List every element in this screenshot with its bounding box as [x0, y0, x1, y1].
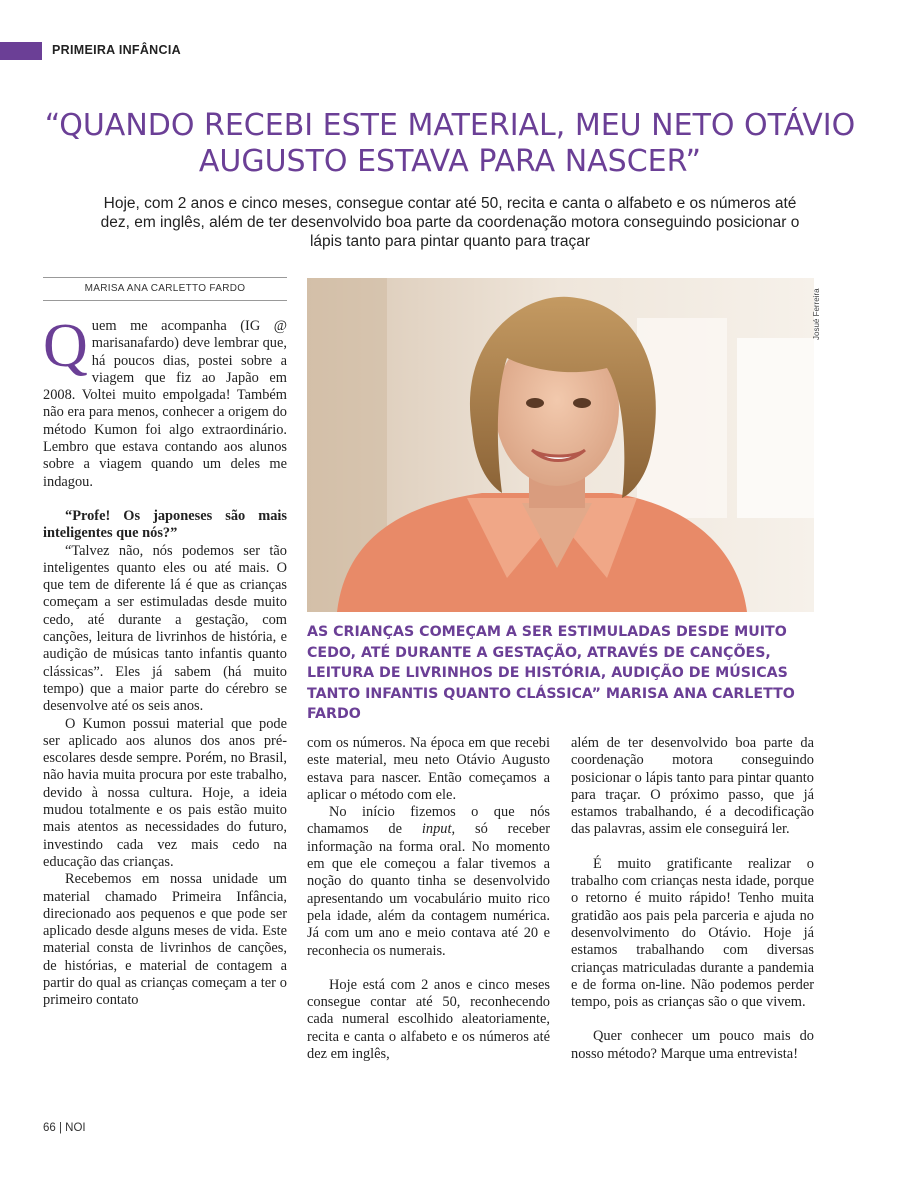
drop-cap: Q — [43, 312, 88, 380]
author-rule-top — [43, 277, 287, 278]
article-paragraph: além de ter desenvolvido boa parte da coordenação motora conseguindo posicionar o lápis tanto para pintar quanto para traçar. O próximo passo, que já estamos trabalhando, é a decodificação das palavras, assim ele conseguirá ler. — [571, 735, 814, 838]
article-paragraph — [43, 312, 287, 491]
paragraph-text: , só receber informação na forma oral. No momento em que ele começou a falar tivemos a noção do quanto tinha se desenvolvido apresentando um vocabulário muito rico pela idade, além da contagem numérica. Já com um ano e meio contava até 20 e reconhecia os numerais. — [307, 821, 550, 959]
photo-credit-text: Josué Ferreira — [812, 288, 821, 340]
quote-question: “Profe! Os japoneses são mais inteligentes que nós?” — [43, 507, 287, 542]
photo-caption: AS CRIANÇAS COMEÇAM A SER ESTIMULADAS DESDE MUITO CEDO, ATÉ DURANTE A GESTAÇÃO, ATRAVÉS DE CANÇÕES, LEITURA DE LIVRINHOS DE HISTÓRIA, AUDIÇÃO DE MÚSICAS TANTO INFANTIS QUANTO CLÁSSICA” MARISA ANA CARLETTO FARDO — [307, 624, 795, 723]
article-paragraph: “Talvez não, nós podemos ser tão inteligentes quanto eles ou até mais. O que tem de diferente lá é que as crianças começam a ser estimuladas desde muito cedo, até durante a gestação, com canções, leitura de livrinhos de história, e audição de músicas tanto infantis quanto clássicas”. Eles já sabem (há muito tempo) que a maior parte do cérebro se desenvolve até os seis anos. — [43, 542, 287, 715]
article-column-1 — [43, 312, 287, 1010]
paragraph-text: No início fizemos o que nós chamamos de — [307, 804, 550, 838]
article-paragraph — [307, 804, 550, 960]
photo-credit — [812, 282, 824, 342]
author-rule-bottom — [43, 300, 287, 301]
italic-term: input — [421, 821, 452, 838]
portrait-illustration — [307, 278, 814, 612]
article-paragraph: Hoje está com 2 anos e cinco meses consegue contar até 50, reconhecendo cada numeral escolhido aleatoriamente, recita e canta o alfabeto e os números até dez em inglês, — [307, 976, 550, 1063]
page-footer: 66 | NOI — [43, 1122, 86, 1134]
section-label: PRIMEIRA INFÂNCIA — [52, 43, 181, 57]
article-paragraph: É muito gratificante realizar o trabalho com crianças nesta idade, porque o retorno é muito rápido! Tenho muita gratidão aos pais pela parceria e ajuda no desenvolvimento do Otávio. Hoje já estamos trabalhando com diversas crianças matriculadas durante a pandemia e de forma on-line. Não podemos perder tempo, pois as crianças são o que vivem. — [571, 855, 814, 1011]
portrait-photo — [307, 278, 814, 612]
section-color-bar — [0, 42, 42, 60]
paragraph-text: uem me acompanha (IG @ marisanafardo) deve lembrar que, há poucos dias, postei sobre a viagem que fiz ao Japão em 2008. Voltei muito empolgada! Também não era para menos, conhecer a origem do método Kumon foi algo extraordinário. Lembro que estava contando aos alunos sobre a viagem quando um deles me indagou. — [43, 318, 287, 490]
article-paragraph: com os números. Na época em que recebi este material, meu neto Otávio Augusto estava para nascer. Então começamos a aplicar o método com ele. — [307, 735, 550, 803]
article-paragraph: Quer conhecer um pouco mais do nosso método? Marque uma entrevista! — [571, 1028, 814, 1062]
article-paragraph: O Kumon possui material que pode ser aplicado aos alunos dos anos pré-escolares desde sempre. Porém, no Brasil, não havia muita procura por este trabalho, devido à nossa cultura. Hoje, a ideia mudou totalmente e os pais estão muito mais atentos as necessidades do futuro, investindo cada vez mais cedo na educação das crianças. — [43, 715, 287, 870]
article-column-3 — [571, 735, 814, 1063]
subheadline: Hoje, com 2 anos e cinco meses, consegue contar até 50, recita e canta o alfabeto e os números até dez, em inglês, além de ter desenvolvido boa parte da coordenação motora conseguindo posicionar o lápis tanto para pintar quanto para traçar — [100, 195, 800, 250]
article-column-2 — [307, 735, 550, 1063]
article-paragraph: Recebemos em nossa unidade um material chamado Primeira Infância, direcionado aos pequenos e que pode ser aplicado desde alguns meses de vida. Este material consta de livrinhos de canções, de histórias, e material de contagem a partir do qual as crianças começam a ter o primeiro contato — [43, 871, 287, 1009]
author-byline: MARISA ANA CARLETTO FARDO — [84, 283, 246, 294]
headline: “QUANDO RECEBI ESTE MATERIAL, MEU NETO OTÁVIO AUGUSTO ESTAVA PARA NASCER” — [44, 108, 856, 179]
